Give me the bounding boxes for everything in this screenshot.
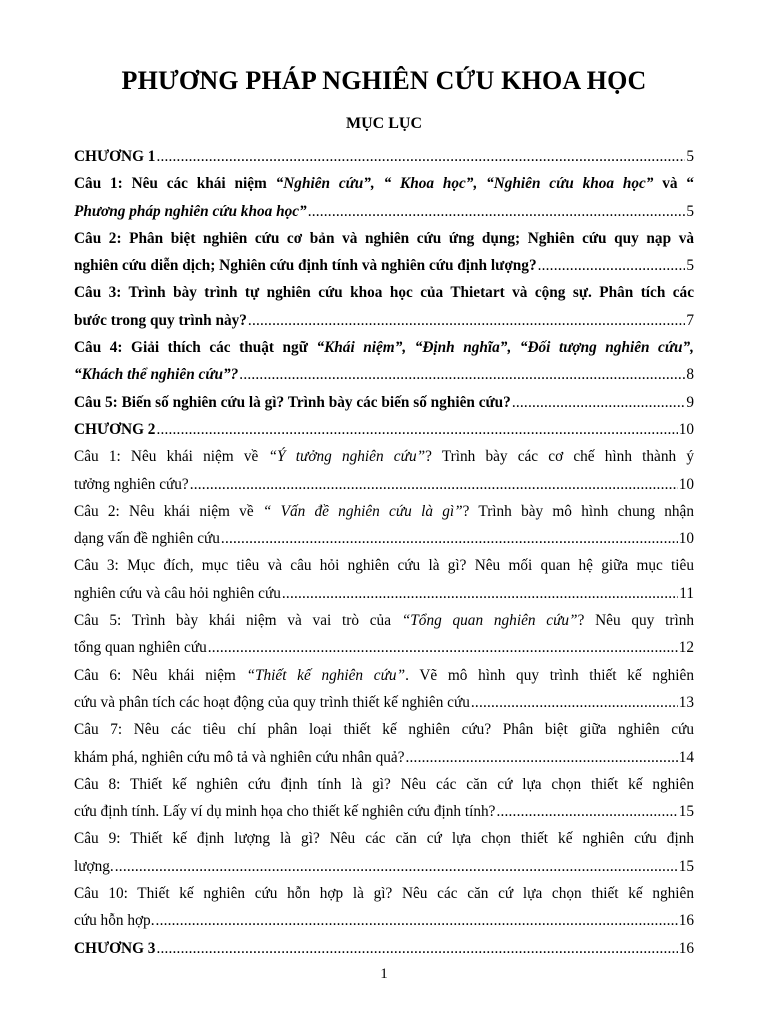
toc-entry-text: “Ý tưởng nghiên cứu” — [268, 448, 426, 466]
toc-entry-label — [74, 907, 155, 934]
toc-page-number: 5 — [686, 202, 694, 220]
toc-entry-line — [74, 880, 694, 907]
toc-entry-line — [74, 279, 694, 306]
toc-entry-line — [74, 771, 694, 798]
toc-entry-label — [74, 525, 220, 552]
toc-entry-line — [74, 907, 694, 934]
toc-page-number: 11 — [679, 584, 694, 602]
toc-entry-text: “Khách thể nghiên cứu”? — [74, 366, 239, 384]
toc-entry-label — [74, 580, 281, 607]
toc-page-number: 15 — [678, 857, 694, 875]
table-of-contents — [74, 143, 694, 962]
page-number: 1 — [380, 966, 388, 982]
toc-page-number: 10 — [678, 420, 694, 438]
toc-entry[interactable] — [74, 143, 694, 170]
toc-entry-text: cứu định tính. Lấy ví dụ minh họa cho thiết kế nghiên cứu định tính? — [74, 803, 496, 821]
toc-entry[interactable] — [74, 716, 694, 771]
toc-entry-line — [74, 580, 694, 607]
toc-entry-text: CHƯƠNG 1 — [74, 148, 156, 165]
toc-page-number: 5 — [686, 148, 694, 165]
toc-page-number: 16 — [678, 939, 694, 957]
toc-entry-line — [74, 334, 694, 361]
toc-entry-text: Câu 3: Trình bày trình tự nghiên cứu khoa học của Thietart và cộng sự. Phân tích các — [74, 284, 694, 302]
toc-entry-text: Câu 1: Nêu khái niệm về — [74, 448, 269, 466]
toc-entry-line — [74, 143, 694, 170]
toc-entry-text: Phương pháp nghiên cứu khoa học” — [74, 202, 307, 220]
toc-entry-text: . Vẽ mô hình quy trình thiết kế nghiên — [405, 666, 694, 684]
toc-entry-text: tưởng nghiên cứu? — [74, 475, 189, 493]
toc-entry[interactable] — [74, 662, 694, 717]
toc-entry-text: Câu 6: Nêu khái niệm — [74, 666, 247, 684]
toc-page-number: 10 — [678, 530, 694, 548]
toc-entry[interactable] — [74, 170, 694, 225]
toc-entry-text: CHƯƠNG 2 — [74, 420, 156, 438]
toc-entry-text: cứu và phân tích các hoạt động của quy trình thiết kế nghiên cứu — [74, 693, 470, 711]
toc-entry-text: ? Nêu quy trình — [577, 612, 694, 630]
toc-entry[interactable] — [74, 443, 694, 498]
toc-entry-line — [74, 716, 694, 743]
toc-page-number: 12 — [678, 639, 694, 657]
toc-entry-text: CHƯƠNG 3 — [74, 939, 156, 957]
toc-entry-text: và “ — [653, 175, 694, 193]
toc-page-number: 14 — [678, 748, 694, 766]
dot-leader — [471, 689, 678, 716]
toc-entry-label — [74, 361, 238, 388]
document-title: PHƯƠNG PHÁP NGHIÊN CỨU KHOA HỌC — [121, 66, 647, 95]
toc-entry-text: Câu 1: Nêu các khái niệm — [74, 175, 276, 193]
toc-entry-line — [74, 361, 694, 388]
toc-entry-label — [74, 744, 405, 771]
toc-entry-text: “Khái niệm”, “Định nghĩa”, “Đối tượng nghiên cứu”, — [316, 339, 694, 357]
toc-page-number: 15 — [678, 803, 694, 821]
toc-entry-text: Câu 5: Trình bày khái niệm và vai trò của — [74, 612, 402, 630]
toc-entry[interactable] — [74, 771, 694, 826]
toc-entry-line — [74, 798, 694, 825]
dot-leader — [156, 907, 678, 934]
toc-entry-text: Câu 2: Phân biệt nghiên cứu cơ bản và nghiên cứu ứng dụng; Nghiên cứu quy nạp và — [74, 229, 694, 247]
toc-entry[interactable] — [74, 334, 694, 389]
toc-entry[interactable] — [74, 552, 694, 607]
toc-entry-text: Câu 7: Nêu các tiêu chí phân loại thiết kế nghiên cứu? Phân biệt giữa nghiên cứu — [74, 721, 694, 739]
toc-entry-line — [74, 225, 694, 252]
toc-entry-label — [74, 416, 155, 443]
toc-entry-text: dạng vấn đề nghiên cứu — [74, 530, 220, 548]
toc-entry-label — [74, 389, 511, 416]
toc-entry-label — [74, 935, 155, 962]
dot-leader — [156, 416, 677, 443]
toc-entry-label — [74, 853, 114, 880]
dot-leader — [156, 143, 685, 170]
toc-entry-label — [74, 634, 207, 661]
toc-entry-text: lượng. — [74, 857, 114, 875]
toc-page-number: 8 — [686, 366, 694, 384]
toc-entry-text: ? Trình bày mô hình chung nhận — [462, 502, 694, 520]
toc-entry-line — [74, 443, 694, 470]
toc-entry-text: khám phá, nghiên cứu mô tả và nghiên cứu nhân quả? — [74, 748, 405, 766]
toc-entry[interactable] — [74, 825, 694, 880]
dot-leader — [248, 307, 685, 334]
toc-entry-text: Câu 2: Nêu khái niệm về — [74, 502, 263, 520]
toc-entry-text: “Tổng quan nghiên cứu” — [401, 612, 578, 630]
dot-leader — [208, 634, 678, 661]
toc-entry-label — [74, 798, 495, 825]
toc-entry[interactable] — [74, 279, 694, 334]
toc-entry-text: “Thiết kế nghiên cứu” — [246, 666, 406, 684]
dot-leader — [538, 252, 686, 279]
dot-leader — [282, 580, 678, 607]
toc-page-number: 10 — [678, 475, 694, 493]
toc-entry-label — [74, 252, 537, 279]
dot-leader — [406, 744, 678, 771]
toc-page-number: 5 — [686, 257, 694, 275]
toc-entry-line — [74, 744, 694, 771]
dot-leader — [308, 198, 686, 225]
toc-entry-line — [74, 170, 694, 197]
dot-leader — [496, 798, 677, 825]
toc-entry-text: “Nghiên cứu”, “ Khoa học”, “Nghiên cứu khoa học” — [275, 175, 654, 193]
toc-entry-text: “ Vấn đề nghiên cứu là gì” — [262, 502, 463, 520]
toc-entry-text: nghiên cứu và câu hỏi nghiên cứu — [74, 584, 281, 602]
toc-entry-text: ? Trình bày các cơ chế hình thành ý — [425, 448, 694, 466]
dot-leader — [239, 361, 685, 388]
toc-entry-text: Câu 10: Thiết kế nghiên cứu hỗn hợp là gì? Nêu các căn cứ lựa chọn thiết kế nghiên — [74, 885, 694, 903]
toc-entry-text: Câu 3: Mục đích, mục tiêu và câu hỏi nghiên cứu là gì? Nêu mối quan hệ giữa mục tiêu — [74, 557, 694, 575]
dot-leader — [115, 853, 678, 880]
toc-entry-line — [74, 498, 694, 525]
toc-entry-label — [74, 471, 189, 498]
toc-entry-text: cứu hỗn hợp. — [74, 912, 155, 930]
toc-entry-text: Câu 9: Thiết kế định lượng là gì? Nêu các căn cứ lựa chọn thiết kế nghiên cứu định — [74, 830, 694, 848]
toc-page-number: 13 — [678, 693, 694, 711]
toc-entry-line — [74, 525, 694, 552]
toc-entry-label — [74, 198, 307, 225]
dot-leader — [190, 471, 678, 498]
dot-leader — [221, 525, 678, 552]
toc-entry-line — [74, 935, 694, 962]
toc-entry-line — [74, 471, 694, 498]
toc-entry-line — [74, 825, 694, 852]
toc-page-number: 16 — [678, 912, 694, 930]
toc-page-number: 9 — [686, 393, 694, 411]
toc-entry-text: tổng quan nghiên cứu — [74, 639, 207, 657]
toc-entry[interactable] — [74, 880, 694, 935]
toc-heading: MỤC LỤC — [346, 115, 422, 132]
toc-entry-text: bước trong quy trình này? — [74, 311, 247, 329]
toc-entry-text: Câu 4: Giải thích các thuật ngữ — [74, 339, 317, 357]
toc-entry-text: Câu 8: Thiết kế nghiên cứu định tính là gì? Nêu các căn cứ lựa chọn thiết kế nghiên — [74, 775, 694, 793]
toc-entry-line — [74, 634, 694, 661]
toc-entry-line — [74, 607, 694, 634]
toc-entry-line — [74, 389, 694, 416]
toc-entry-label — [74, 307, 247, 334]
toc-entry[interactable] — [74, 416, 694, 443]
dot-leader — [156, 935, 677, 962]
toc-entry-line — [74, 853, 694, 880]
toc-entry-label — [74, 143, 155, 170]
toc-entry-line — [74, 307, 694, 334]
toc-entry-line — [74, 198, 694, 225]
toc-entry-line — [74, 416, 694, 443]
toc-entry-line — [74, 689, 694, 716]
toc-entry-line — [74, 552, 694, 579]
toc-entry-text: nghiên cứu diễn dịch; Nghiên cứu định tính và nghiên cứu định lượng? — [74, 257, 537, 275]
toc-entry[interactable] — [74, 225, 694, 280]
dot-leader — [512, 389, 686, 416]
toc-entry[interactable] — [74, 389, 694, 416]
toc-entry[interactable] — [74, 498, 694, 553]
toc-entry[interactable] — [74, 607, 694, 662]
toc-entry-line — [74, 252, 694, 279]
toc-entry[interactable] — [74, 935, 694, 962]
toc-entry-text: Câu 5: Biến số nghiên cứu là gì? Trình bày các biến số nghiên cứu? — [74, 393, 511, 411]
toc-page-number: 7 — [686, 311, 694, 329]
toc-entry-line — [74, 662, 694, 689]
toc-entry-label — [74, 689, 470, 716]
